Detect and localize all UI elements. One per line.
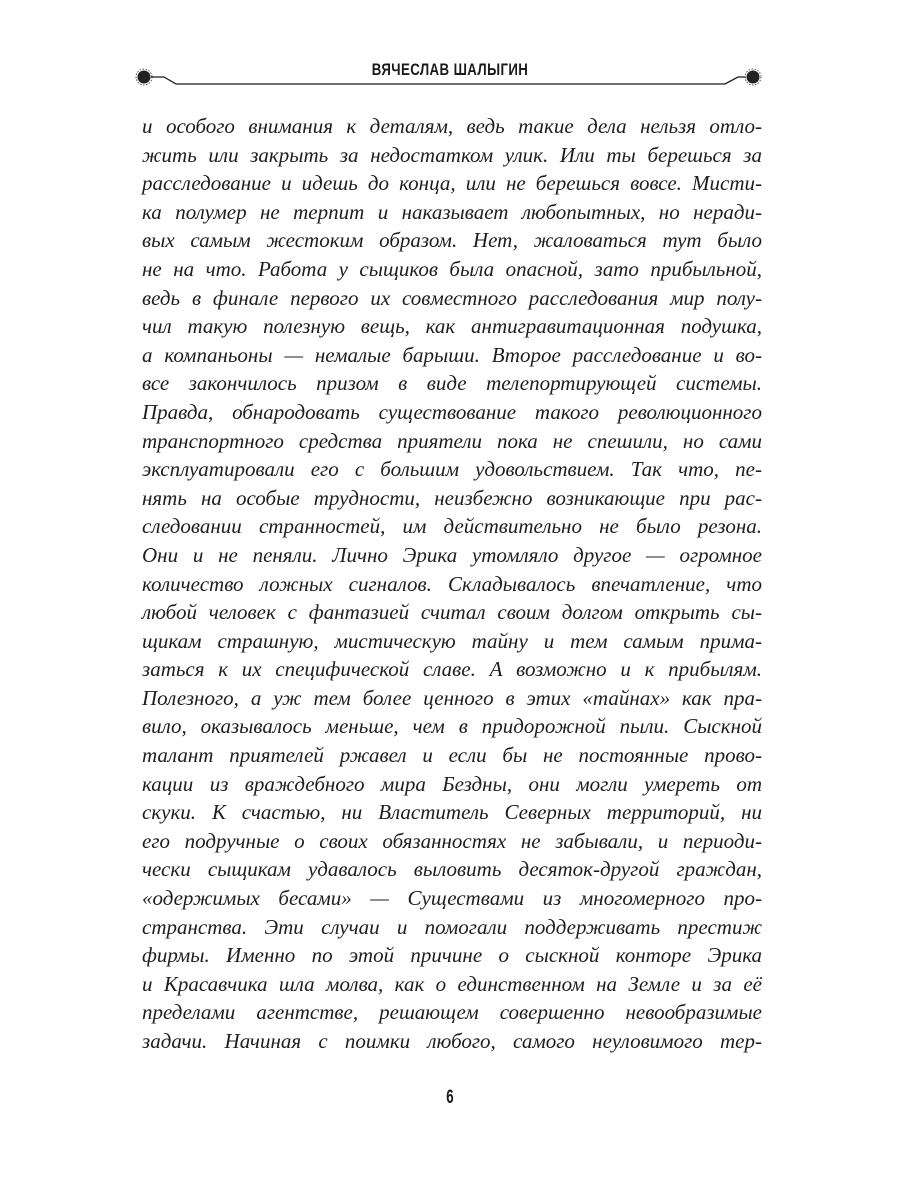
- text-line: Правда, обнародовать существование такого революционного: [142, 399, 762, 424]
- text-line: талант приятелей ржавел и если бы не постоянные прово-: [142, 743, 762, 768]
- text-line: кации из враждебного мира Бездны, они могли умереть от: [142, 771, 762, 796]
- text-line: щикам страшную, мистическую тайну и тем самым прима-: [142, 628, 762, 653]
- text-line: ка полумер не терпит и наказывает любопытных, но неради-: [142, 199, 762, 224]
- text-line: задачи. Начиная с поимки любого, самого неуловимого тер-: [142, 1029, 762, 1053]
- text-line: транспортного средства приятели пока не спешили, но сами: [142, 428, 762, 453]
- text-line: вых самым жестоким образом. Нет, жаловаться тут было: [142, 228, 762, 253]
- text-line: вило, оказывалось меньше, чем в придорожной пыли. Сыскной: [142, 714, 762, 739]
- header-ornament-line: [0, 0, 900, 100]
- text-line: Полезного, а уж тем более ценного в этих «тайнах» как пра-: [142, 685, 762, 710]
- text-line: следовании странностей, им действительно не было резона.: [142, 514, 762, 539]
- text-line: расследование и идешь до конца, или не берешься вовсе. Мисти-: [142, 171, 762, 196]
- text-line: фирмы. Именно по этой причине о сыскной конторе Эрика: [142, 943, 762, 968]
- text-line: жить или закрыть за недостатком улик. Или ты берешься за: [142, 142, 762, 167]
- text-line: «одержимых бесами» — Существами из многомерного про-: [142, 886, 762, 911]
- text-line: не на что. Работа у сыщиков была опасной, зато прибыльной,: [142, 256, 762, 281]
- text-line: все закончилось призом в виде телепортирующей системы.: [142, 371, 762, 396]
- text-line: любой человек с фантазией считал своим долгом открыть сы-: [142, 600, 762, 625]
- text-line: эксплуатировали его с большим удовольствием. Так что, пе-: [142, 457, 762, 482]
- text-line: и особого внимания к деталям, ведь такие дела нельзя отло-: [142, 114, 762, 138]
- text-line: заться к их специфической славе. А возможно и к прибылям.: [142, 657, 762, 682]
- text-line: скуки. К счастью, ни Властитель Северных территорий, ни: [142, 800, 762, 825]
- text-line: ведь в финале первого их совместного расследования мир полу-: [142, 285, 762, 310]
- text-line: и Красавчика шла молва, как о единственном на Земле и за её: [142, 971, 762, 996]
- text-line: пределами агентстве, решающем совершенно невообразимые: [142, 1000, 762, 1025]
- text-line: его подручные о своих обязанностях не забывали, и периоди-: [142, 828, 762, 853]
- text-line: а компаньоны — немалые барыши. Второе расследование и во-: [142, 342, 762, 367]
- text-line: странства. Эти случаи и помогали поддерживать престиж: [142, 914, 762, 939]
- body-text: [142, 112, 762, 1056]
- page-header: [0, 0, 900, 100]
- text-line: количество ложных сигналов. Складывалось впечатление, что: [142, 571, 762, 596]
- text-line: нять на особые трудности, неизбежно возникающие при рас-: [142, 485, 762, 510]
- text-line: Они и не пеняли. Лично Эрика утомляло другое — огромное: [142, 542, 762, 567]
- text-line: чил такую полезную вещь, как антигравитационная подушка,: [142, 314, 762, 339]
- page-number: 6: [446, 1087, 454, 1108]
- running-header-author: ВЯЧЕСЛАВ ШАЛЫГИН: [371, 60, 529, 79]
- text-line: чески сыщикам удавалось выловить десяток-другой граждан,: [142, 857, 762, 882]
